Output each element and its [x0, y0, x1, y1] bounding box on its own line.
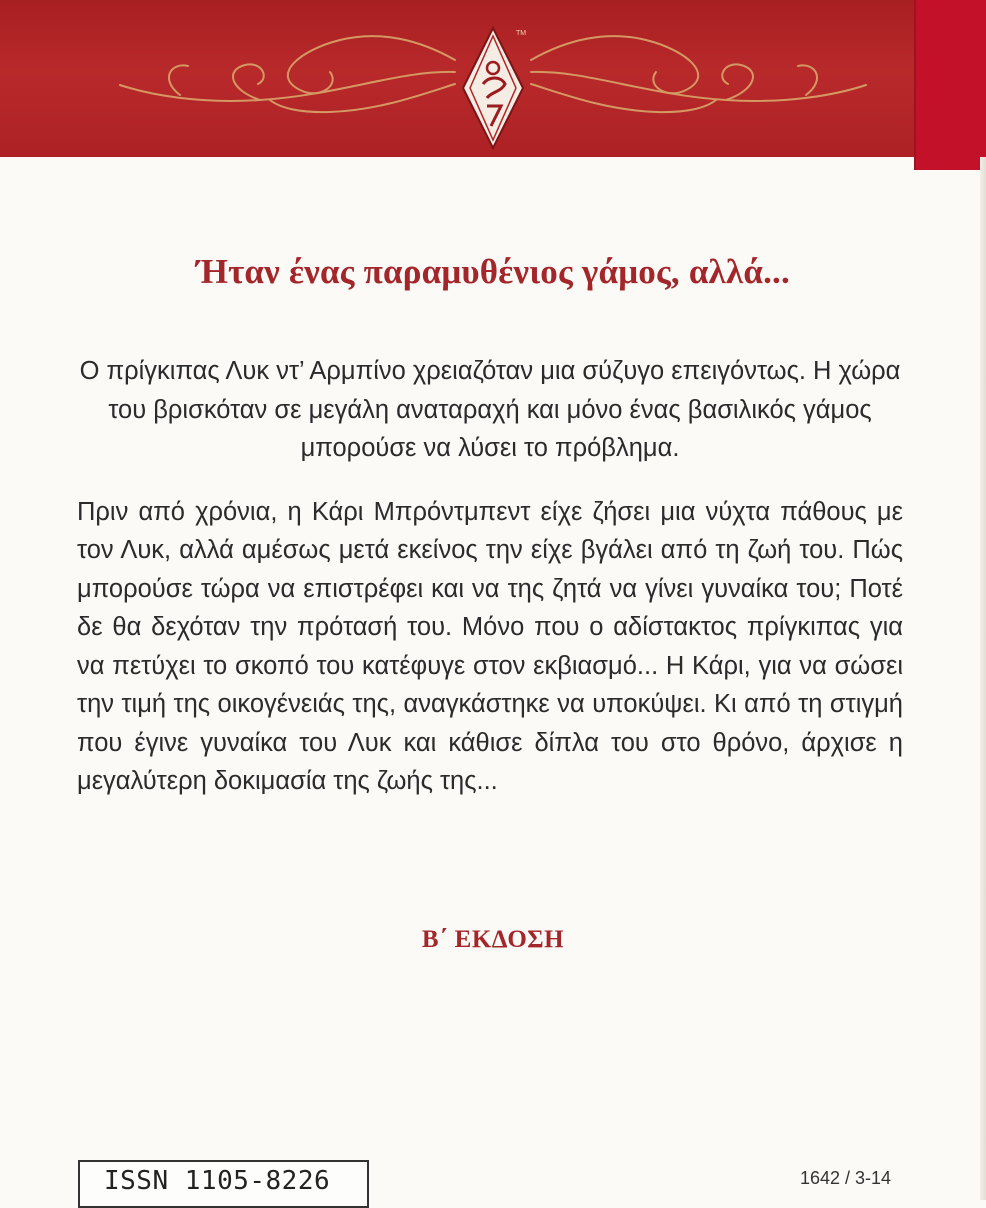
trademark-mark: TM	[516, 30, 527, 37]
blurb-paragraph-1: Ο πρίγκιπας Λυκ ντ’ Αρμπίνο χρειαζόταν μια σύζυγο επειγόντως. Η χώρα του βρισκόταν σε μεγάλη αναταραχή και μόνο ένας βασιλικός γάμος μπορούσε να λύσει το πρόβλημα.	[79, 357, 901, 462]
catalog-code: 1642 / 3-14	[800, 1168, 892, 1188]
blurb-paragraph-2: Πριν από χρόνια, η Κάρι Μπρόντμπεντ είχε ζήσει μια νύχτα πάθους με τον Λυκ, αλλά αμέσως μετά εκείνος την είχε βγάλει από τη ζωή του. Πώς μπορούσε τώρα να επιστρέφει και να της ζητά να γίνει γυναίκα του; Ποτέ δε θα δεχόταν την πρότασή του. Μόνο που ο αδίστακτος πρίγκιπας για να πετύχει το σκοπό του κατέφυγε στον εκβιασμό... Η Κάρι, για να σώσει την τιμή της οικογένειάς της, αναγκάστηκε να υποκύψει. Κι από τη στιγμή που έγινε γυναίκα του Λυκ και κάθισε δίπλα του στο θρόνο, άρχισε η μεγαλύτερη δοκιμασία της ζωής της...	[77, 497, 903, 795]
page-edge-shadow	[980, 157, 986, 1200]
red-tab-marker	[914, 0, 986, 170]
issn-number: ISSN 1105-8226	[104, 1166, 331, 1196]
tagline: Ήταν ένας παραμυθένιος γάμος, αλλά...	[196, 252, 790, 291]
top-banner	[0, 0, 986, 157]
publisher-diamond-logo-icon	[461, 26, 525, 150]
edition-label: Β΄ ΕΚΔΟΣΗ	[421, 926, 565, 953]
blurb-text	[77, 352, 903, 826]
issn-box	[78, 1160, 369, 1208]
